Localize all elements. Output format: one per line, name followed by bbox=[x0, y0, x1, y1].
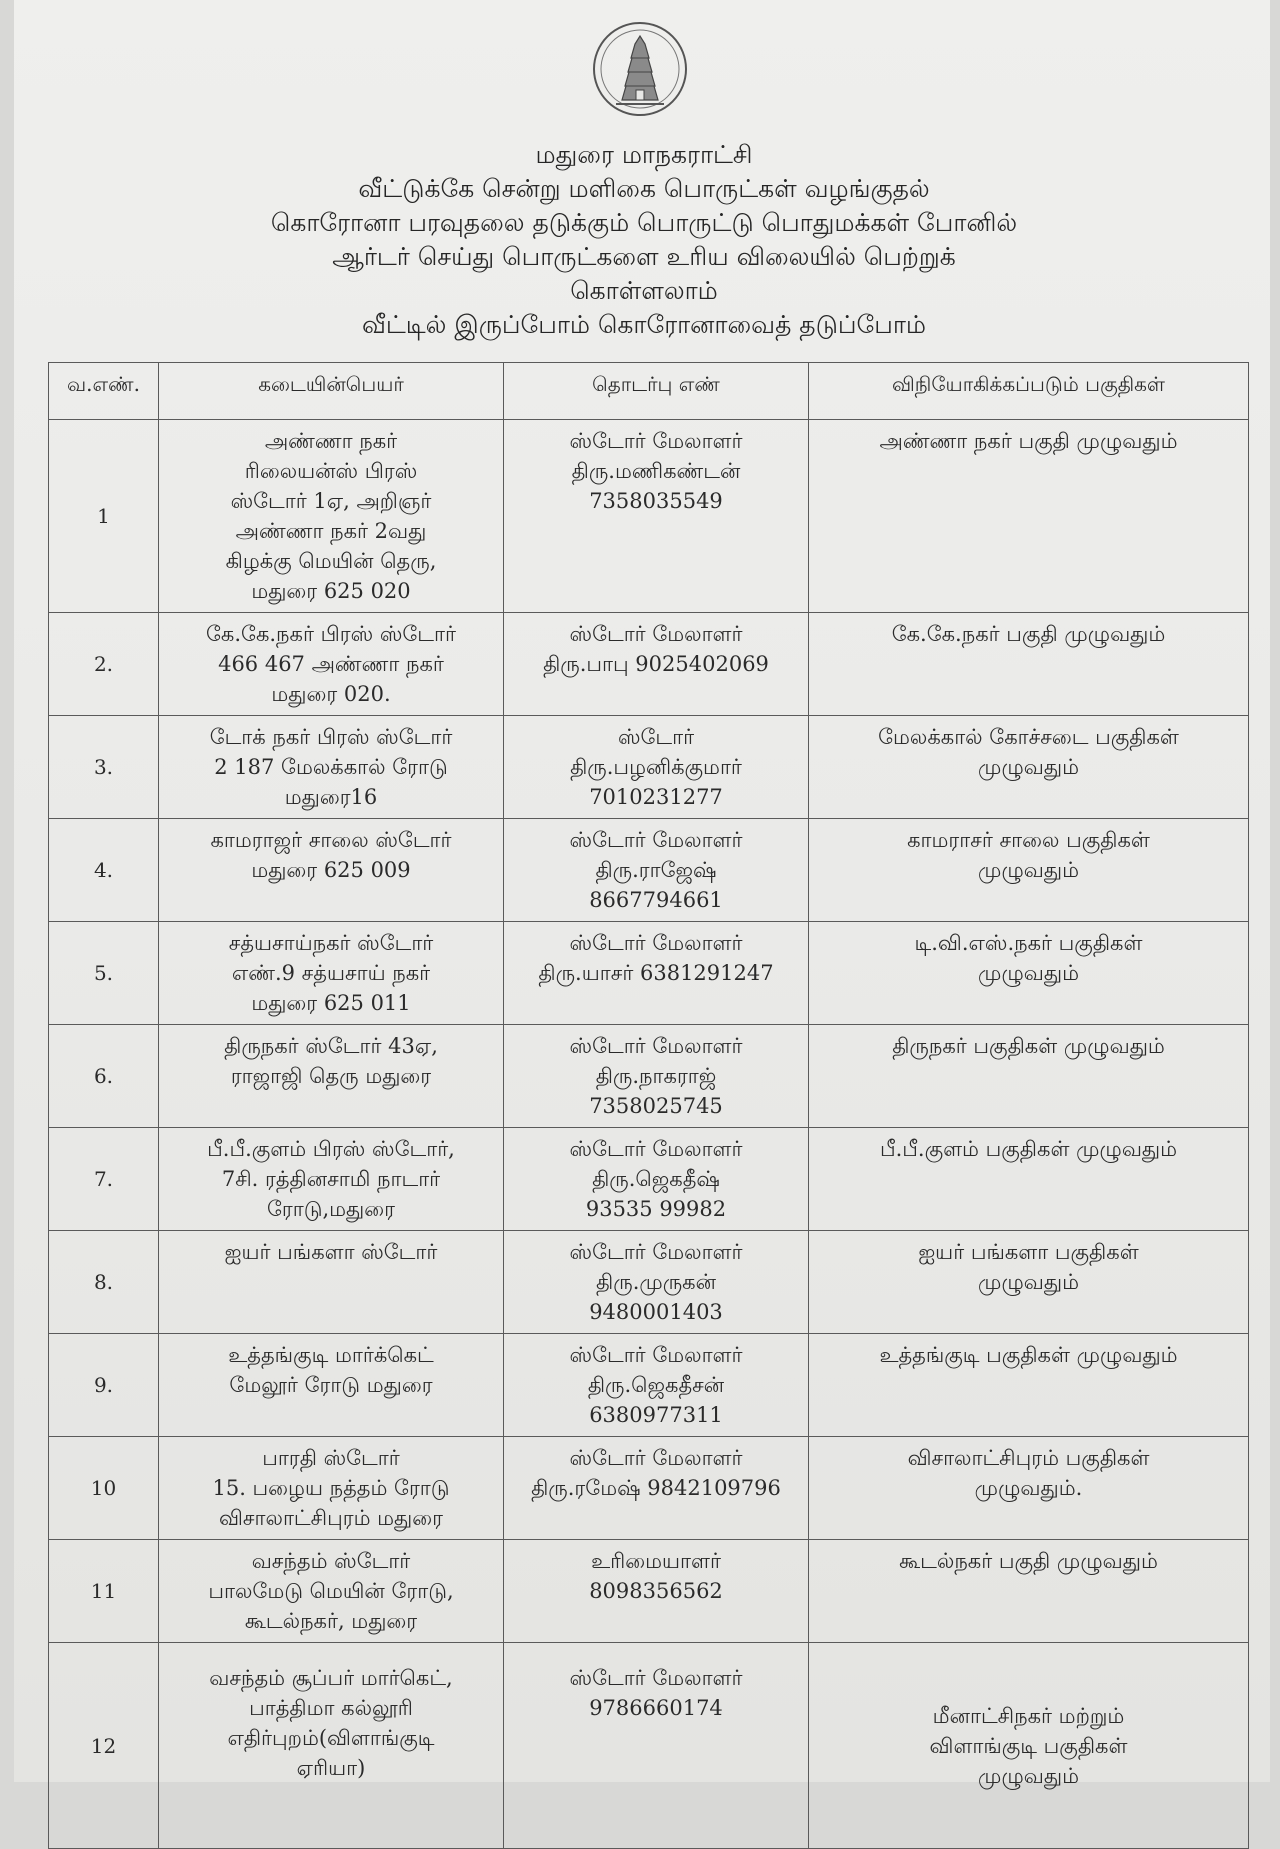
serial-number-cell: 9. bbox=[49, 1334, 159, 1437]
contact-line: 7358025745 bbox=[589, 1094, 723, 1118]
shop-line: ரோடு,மதுரை bbox=[267, 1197, 395, 1221]
area-line: அண்ணா நகர் பகுதி முழுவதும் bbox=[879, 429, 1178, 453]
shop-line: கிழக்கு மெயின் தெரு, bbox=[225, 549, 437, 573]
contact-line: திரு.மணிகண்டன் bbox=[571, 459, 741, 483]
grocery-stores-table bbox=[48, 362, 1249, 1849]
contact-cell bbox=[504, 1334, 809, 1437]
shop-cell bbox=[159, 922, 504, 1025]
contact-line: ஸ்டோர் மேலாளர் bbox=[569, 931, 743, 955]
table-row bbox=[49, 922, 1249, 1025]
area-line: டி.வி.எஸ்.நகர் பகுதிகள் bbox=[914, 931, 1143, 955]
shop-line: திருநகர் ஸ்டோர் 43ஏ, bbox=[224, 1034, 438, 1058]
shop-cell bbox=[159, 716, 504, 819]
contact-line: திரு.யாசர் 6381291247 bbox=[538, 961, 774, 985]
table-row bbox=[49, 1437, 1249, 1540]
heading-line-3: கொரோனா பரவுதலை தடுக்கும் பொருட்டு பொதுமக்கள் போனில் bbox=[270, 208, 1018, 237]
area-cell bbox=[809, 1437, 1249, 1540]
area-cell bbox=[809, 613, 1249, 716]
shop-line: மதுரை 020. bbox=[271, 682, 391, 706]
serial-number-cell: 2. bbox=[49, 613, 159, 716]
contact-line: 7010231277 bbox=[589, 785, 723, 809]
shop-line: எதிர்புறம்(விளாங்குடி bbox=[227, 1726, 435, 1750]
shop-line: 7சி. ரத்தினசாமி நாடார் bbox=[221, 1167, 441, 1191]
contact-line: திரு.நாகராஜ் bbox=[595, 1064, 717, 1088]
shop-line: உத்தங்குடி மார்க்கெட் bbox=[228, 1343, 434, 1367]
shop-line: மதுரை16 bbox=[284, 785, 378, 809]
area-line: திருநகர் பகுதிகள் முழுவதும் bbox=[892, 1034, 1165, 1058]
table-row bbox=[49, 716, 1249, 819]
contact-line: திரு.ராஜேஷ் bbox=[595, 858, 717, 882]
serial-number-cell: 5. bbox=[49, 922, 159, 1025]
contact-cell bbox=[504, 1643, 809, 1849]
table-row bbox=[49, 613, 1249, 716]
contact-line: ஸ்டோர் மேலாளர் bbox=[569, 1343, 743, 1367]
contact-line: ஸ்டோர் மேலாளர் bbox=[569, 1446, 743, 1470]
shop-cell bbox=[159, 819, 504, 922]
table-row bbox=[49, 1128, 1249, 1231]
area-line: விசாலாட்சிபுரம் பகுதிகள் bbox=[907, 1446, 1150, 1470]
table-row bbox=[49, 819, 1249, 922]
shop-line: 2 187 மேலக்கால் ரோடு bbox=[214, 755, 448, 779]
area-cell bbox=[809, 1231, 1249, 1334]
shop-line: பீ.பீ.குளம் பிரஸ் ஸ்டோர், bbox=[207, 1137, 455, 1161]
table-row bbox=[49, 1540, 1249, 1643]
area-line: உத்தங்குடி பகுதிகள் முழுவதும் bbox=[879, 1343, 1178, 1367]
shop-line: சத்யசாய்நகர் ஸ்டோர் bbox=[228, 931, 434, 955]
shop-cell bbox=[159, 420, 504, 613]
area-line: முழுவதும் bbox=[978, 1270, 1079, 1294]
area-line: மீனாட்சிநகர் மற்றும் bbox=[932, 1703, 1125, 1728]
shop-line: மேலூர் ரோடு மதுரை bbox=[229, 1373, 433, 1397]
shop-line: மதுரை 625 009 bbox=[251, 858, 411, 882]
table-header-row bbox=[49, 363, 1249, 420]
contact-cell bbox=[504, 420, 809, 613]
area-line: மேலக்கால் கோச்சடை பகுதிகள் bbox=[878, 725, 1179, 749]
table-row bbox=[49, 420, 1249, 613]
shop-line: மதுரை 625 011 bbox=[251, 991, 411, 1015]
shop-line: பாலமேடு மெயின் ரோடு, bbox=[208, 1579, 454, 1603]
shop-line: வசந்தம் ஸ்டோர் bbox=[251, 1549, 411, 1573]
serial-number-cell: 7. bbox=[49, 1128, 159, 1231]
area-line: முழுவதும் bbox=[978, 961, 1079, 985]
shop-line: கூடல்நகர், மதுரை bbox=[244, 1609, 418, 1633]
shop-line: மதுரை 625 020 bbox=[251, 579, 411, 603]
shop-cell bbox=[159, 1334, 504, 1437]
contact-cell bbox=[504, 1025, 809, 1128]
table-row bbox=[49, 1025, 1249, 1128]
contact-line: திரு.பாபு 9025402069 bbox=[543, 652, 769, 676]
area-line: முழுவதும். bbox=[974, 1476, 1083, 1500]
area-line: கூடல்நகர் பகுதி முழுவதும் bbox=[899, 1549, 1158, 1573]
shop-line: விசாலாட்சிபுரம் மதுரை bbox=[219, 1506, 443, 1530]
area-cell bbox=[809, 420, 1249, 613]
contact-cell bbox=[504, 716, 809, 819]
contact-line: ஸ்டோர் மேலாளர் bbox=[569, 1240, 743, 1264]
shop-cell bbox=[159, 1437, 504, 1540]
serial-number-cell: 8. bbox=[49, 1231, 159, 1334]
shop-cell bbox=[159, 1540, 504, 1643]
contact-line: திரு.பழனிக்குமார் bbox=[570, 755, 742, 779]
contact-line: 9786660174 bbox=[589, 1696, 723, 1720]
contact-cell bbox=[504, 613, 809, 716]
contact-line: ஸ்டோர் மேலாளர் bbox=[569, 1137, 743, 1161]
shop-line: பாத்திமா கல்லூரி bbox=[249, 1696, 413, 1720]
area-cell bbox=[809, 819, 1249, 922]
shop-line: 466 467 அண்ணா நகர் bbox=[218, 652, 444, 676]
area-line: விளாங்குடி பகுதிகள் bbox=[929, 1733, 1128, 1758]
contact-line: 7358035549 bbox=[589, 489, 723, 513]
area-cell bbox=[809, 1025, 1249, 1128]
area-line: கே.கே.நகர் பகுதி முழுவதும் bbox=[891, 622, 1166, 646]
area-line: முழுவதும் bbox=[978, 755, 1079, 779]
contact-cell bbox=[504, 1128, 809, 1231]
shop-line: காமராஜர் சாலை ஸ்டோர் bbox=[210, 828, 452, 852]
heading-line-5: கொள்ளலாம் bbox=[570, 276, 718, 305]
table-row bbox=[49, 1643, 1249, 1849]
shop-line: பாரதி ஸ்டோர் bbox=[262, 1446, 400, 1470]
contact-cell bbox=[504, 922, 809, 1025]
contact-line: திரு.முருகன் bbox=[596, 1270, 716, 1294]
contact-line: 8098356562 bbox=[589, 1579, 723, 1603]
header-serial-number: வ.எண். bbox=[49, 363, 159, 420]
shop-line: எண்.9 சத்யசாய் நகர் bbox=[231, 961, 431, 985]
contact-line: ஸ்டோர் மேலாளர் bbox=[569, 622, 743, 646]
contact-line: ஸ்டோர் மேலாளர் bbox=[569, 429, 743, 453]
heading-line-1: மதுரை மாநகராட்சி bbox=[535, 140, 753, 169]
shop-line: ஐயர் பங்களா ஸ்டோர் bbox=[224, 1240, 438, 1264]
area-cell bbox=[809, 922, 1249, 1025]
serial-number-cell: 6. bbox=[49, 1025, 159, 1128]
serial-number-cell: 4. bbox=[49, 819, 159, 922]
contact-line: 8667794661 bbox=[589, 888, 723, 912]
area-cell bbox=[809, 1128, 1249, 1231]
header-contact-number: தொடர்பு எண் bbox=[504, 363, 809, 420]
contact-line: திரு.ஜெகதீசன் bbox=[587, 1373, 725, 1397]
shop-cell bbox=[159, 1025, 504, 1128]
header-delivery-areas: விநியோகிக்கப்படும் பகுதிகள் bbox=[809, 363, 1249, 420]
area-cell bbox=[809, 716, 1249, 819]
shop-cell bbox=[159, 1231, 504, 1334]
shop-line: ராஜாஜி தெரு மதுரை bbox=[230, 1064, 432, 1088]
contact-line: ஸ்டோர் மேலாளர் bbox=[569, 1666, 743, 1690]
shop-line: ரிலையன்ஸ் பிரஸ் bbox=[244, 459, 418, 483]
area-line: ஐயர் பங்களா பகுதிகள் bbox=[918, 1240, 1139, 1264]
area-line: பீ.பீ.குளம் பகுதிகள் முழுவதும் bbox=[879, 1137, 1178, 1161]
heading-line-4: ஆர்டர் செய்து பொருட்களை உரிய விலையில் பெற்றுக் bbox=[332, 242, 956, 271]
contact-line: ஸ்டோர் மேலாளர் bbox=[569, 1034, 743, 1058]
area-line: முழுவதும் bbox=[978, 1763, 1079, 1788]
serial-number-cell: 10 bbox=[49, 1437, 159, 1540]
table-row bbox=[49, 1231, 1249, 1334]
shop-line: டோக் நகர் பிரஸ் ஸ்டோர் bbox=[209, 725, 453, 749]
area-cell bbox=[809, 1334, 1249, 1437]
area-cell bbox=[809, 1643, 1249, 1849]
heading-line-6: வீட்டில் இருப்போம் கொரோனாவைத் தடுப்போம் bbox=[361, 310, 927, 339]
area-line: முழுவதும் bbox=[978, 858, 1079, 882]
shop-line: அண்ணா நகர் bbox=[264, 429, 398, 453]
contact-cell bbox=[504, 1231, 809, 1334]
area-line: காமராசர் சாலை பகுதிகள் bbox=[907, 828, 1150, 852]
contact-cell bbox=[504, 1540, 809, 1643]
shop-line: ஏரியா) bbox=[296, 1756, 366, 1780]
shop-cell bbox=[159, 1128, 504, 1231]
shop-line: அண்ணா நகர் 2வது bbox=[235, 519, 427, 543]
shop-line: 15. பழைய நத்தம் ரோடு bbox=[212, 1476, 450, 1500]
contact-line: திரு.ஜெகதீஷ் bbox=[592, 1167, 720, 1191]
contact-cell bbox=[504, 819, 809, 922]
shop-line: ஸ்டோர் 1ஏ, அறிஞர் bbox=[230, 489, 432, 513]
serial-number-cell: 11 bbox=[49, 1540, 159, 1643]
contact-cell bbox=[504, 1437, 809, 1540]
serial-number-cell: 1 bbox=[49, 420, 159, 613]
contact-line: ஸ்டோர் மேலாளர் bbox=[569, 828, 743, 852]
heading-line-2: வீட்டுக்கே சென்று மளிகை பொருட்கள் வழங்குதல் bbox=[358, 174, 930, 203]
table-row bbox=[49, 1334, 1249, 1437]
temple-gopuram-emblem-icon bbox=[590, 16, 690, 122]
serial-number-cell: 12 bbox=[49, 1643, 159, 1849]
contact-line: உரிமையாளர் bbox=[591, 1549, 721, 1573]
header-shop-name: கடையின்பெயர் bbox=[159, 363, 504, 420]
serial-number-cell: 3. bbox=[49, 716, 159, 819]
document-page bbox=[14, 0, 1270, 1788]
contact-line: ஸ்டோர் bbox=[617, 725, 695, 749]
contact-line: 93535 99982 bbox=[585, 1197, 727, 1221]
shop-line: கே.கே.நகர் பிரஸ் ஸ்டோர் bbox=[206, 622, 456, 646]
contact-line: 9480001403 bbox=[589, 1300, 723, 1324]
shop-cell bbox=[159, 613, 504, 716]
contact-line: திரு.ரமேஷ் 9842109796 bbox=[531, 1476, 781, 1500]
contact-line: 6380977311 bbox=[589, 1403, 723, 1427]
shop-line: வசந்தம் சூப்பர் மார்கெட், bbox=[209, 1666, 453, 1690]
shop-cell bbox=[159, 1643, 504, 1849]
area-cell bbox=[809, 1540, 1249, 1643]
